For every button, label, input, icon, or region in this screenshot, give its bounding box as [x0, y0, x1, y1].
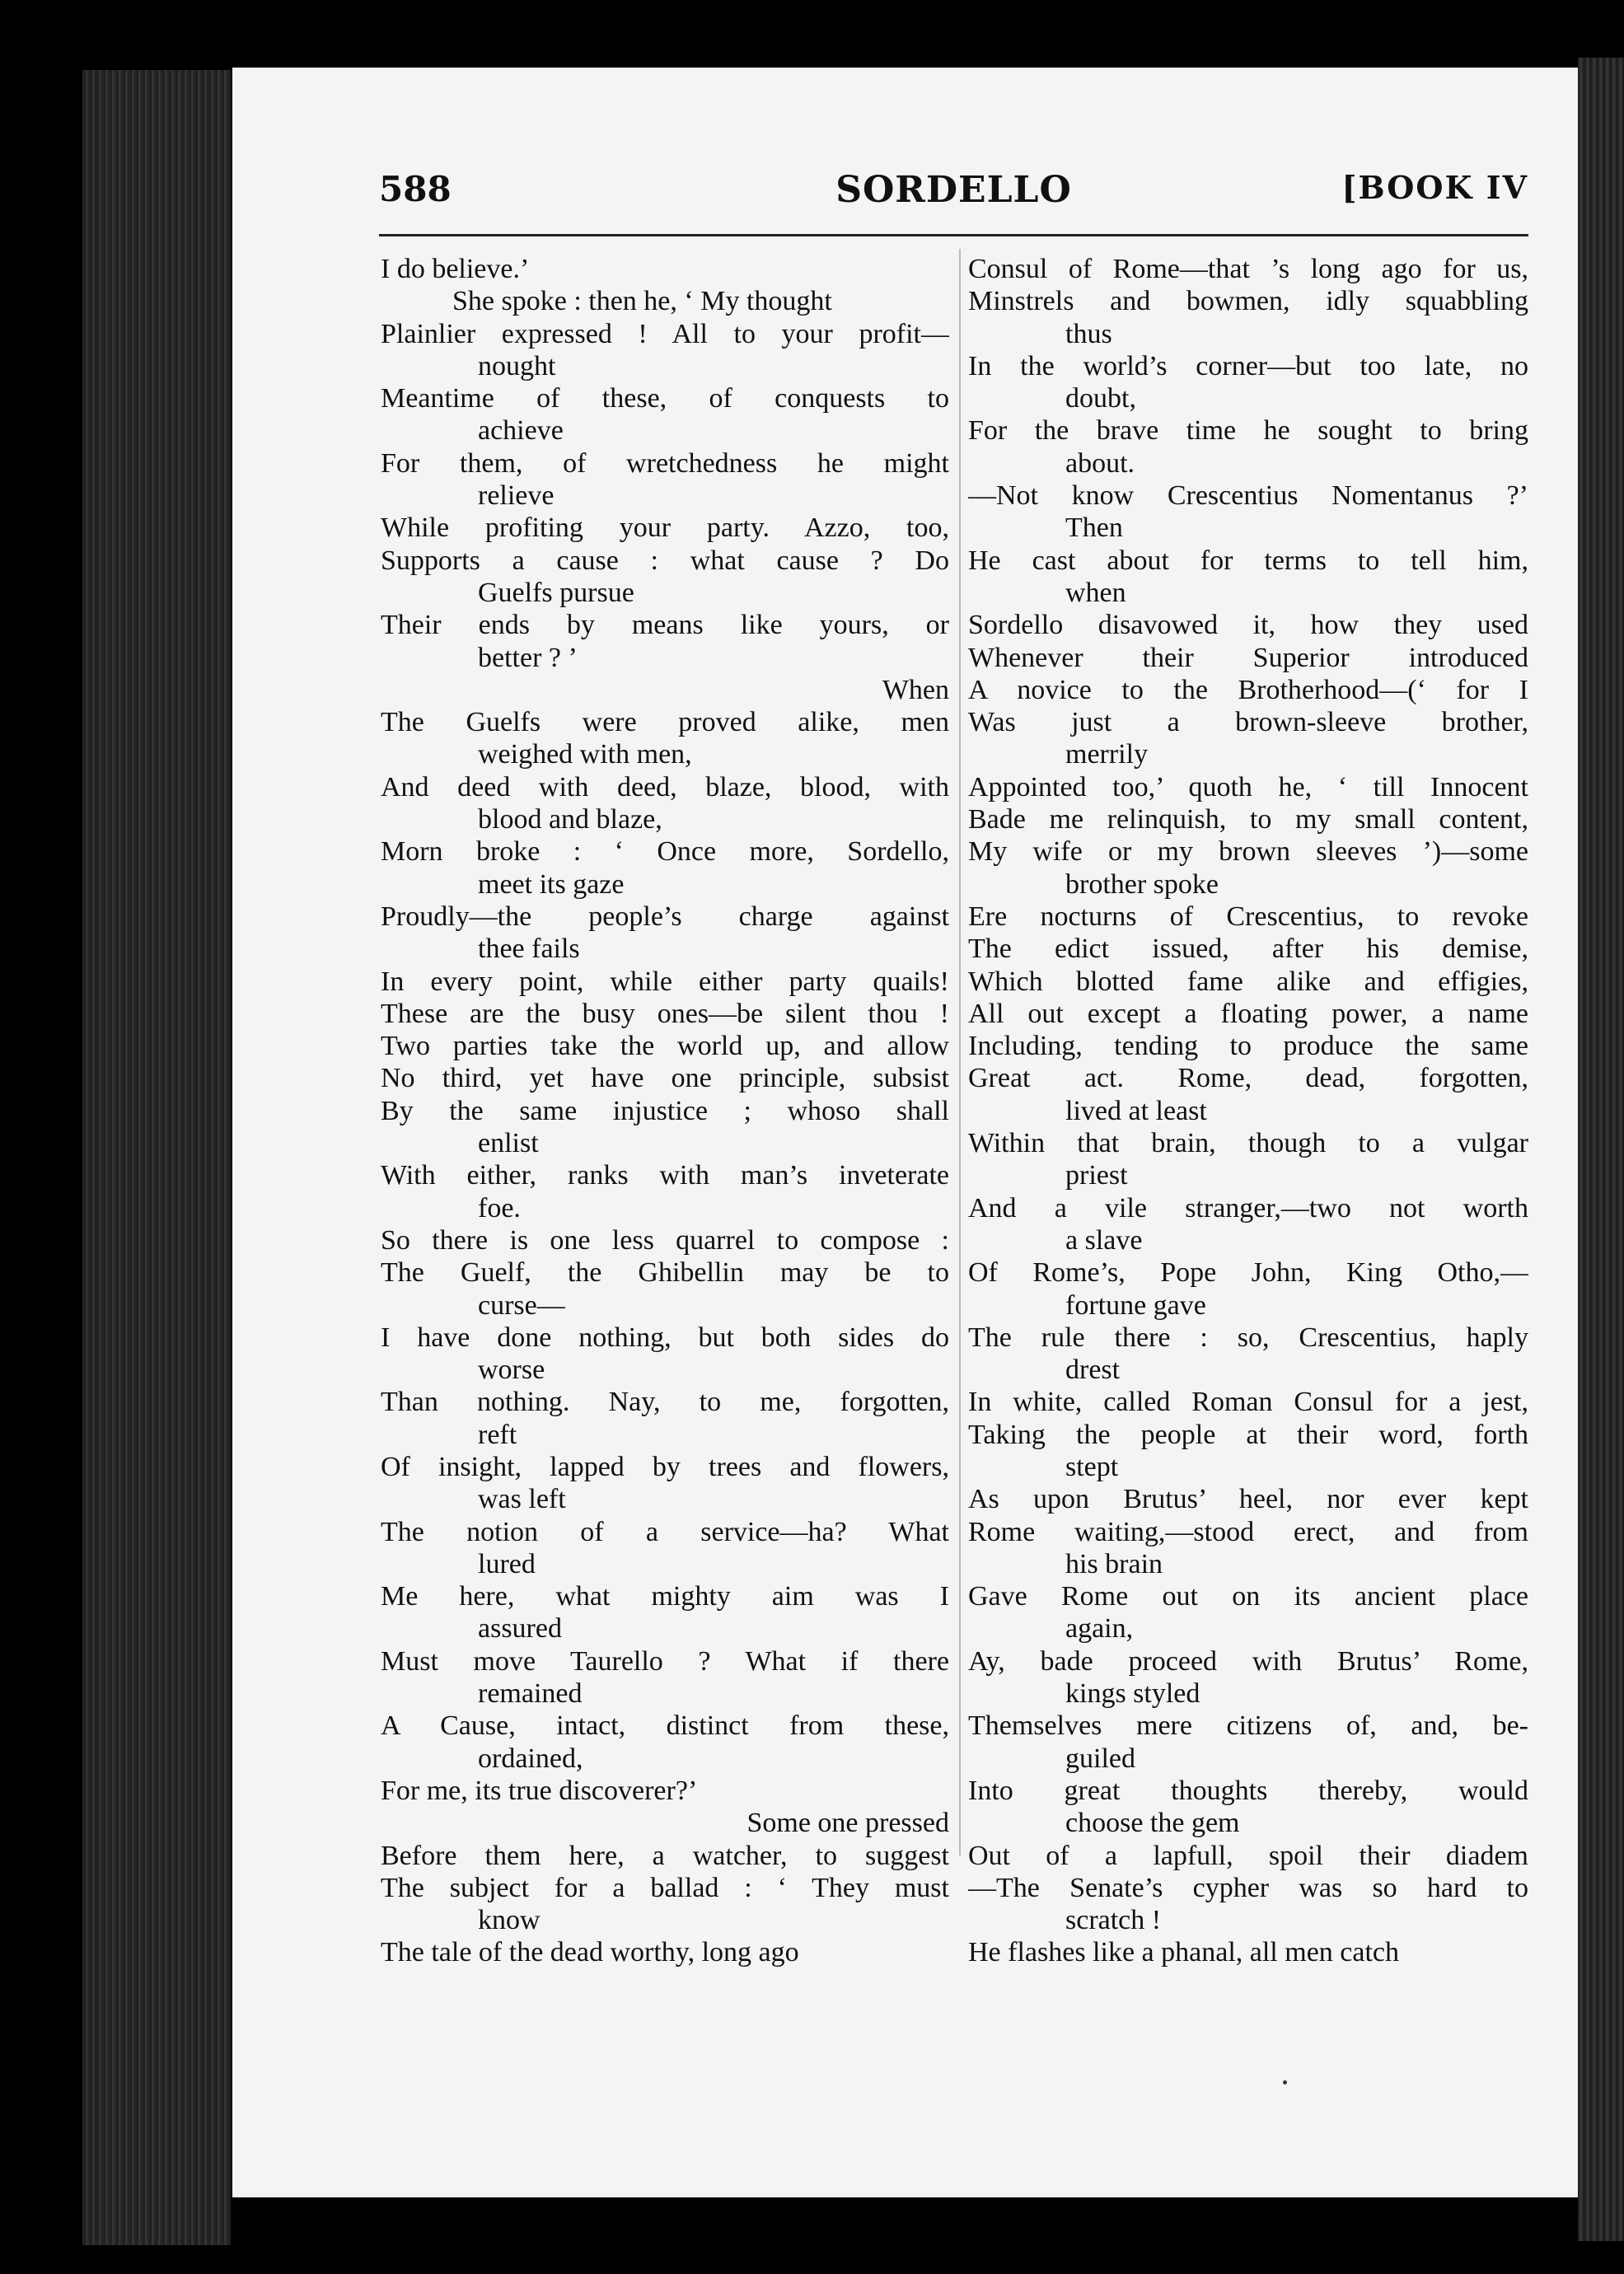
- verse-line: For them, of wretchedness he might: [381, 447, 949, 479]
- verse-line: No third, yet have one principle, subsist: [381, 1063, 949, 1094]
- ink-speck: [1283, 2080, 1287, 2084]
- verse-line: And a vile stranger,—two not worth: [968, 1192, 1528, 1224]
- verse-line: The tale of the dead worthy, long ago: [381, 1937, 799, 1968]
- verse-line: Sordello disavowed it, how they used: [968, 610, 1528, 641]
- verse-line: Out of a lapfull, spoil their diadem: [968, 1840, 1528, 1871]
- verse-line: The Guelf, the Ghibellin may be to: [381, 1257, 949, 1289]
- verse-line: —Not know Crescentius Nomentanus ?’: [968, 480, 1528, 512]
- verse-line: Appointed too,’ quoth he, ‘ till Innocent: [968, 771, 1528, 802]
- verse-line: The notion of a service—ha? What: [381, 1516, 949, 1547]
- verse-line: Including, tending to produce the same: [968, 1031, 1528, 1062]
- verse-line: Then: [1065, 512, 1123, 544]
- verse-line: He flashes like a phanal, all men catch: [968, 1937, 1399, 1968]
- verse-line: Whenever their Superior introduced: [968, 642, 1528, 673]
- verse-line: stept: [1065, 1451, 1119, 1482]
- verse-line: ordained,: [478, 1743, 583, 1774]
- book-spine: [82, 70, 231, 2245]
- verse-line: The Guelfs were proved alike, men: [381, 707, 949, 738]
- verse-line: Guelfs pursue: [478, 577, 634, 608]
- verse-line: Themselves mere citizens of, and, be-: [968, 1710, 1528, 1742]
- verse-line: weighed with men,: [478, 739, 692, 770]
- verse-line: She spoke : then he, ‘ My thought: [452, 286, 832, 317]
- verse-line: Consul of Rome—that ’s long ago for us,: [968, 254, 1528, 284]
- verse-line: In white, called Roman Consul for a jest,: [968, 1387, 1528, 1418]
- verse-line: The subject for a ballad : ‘ They must: [381, 1872, 949, 1903]
- verse-line: So there is one less quarrel to compose :: [381, 1224, 949, 1256]
- verse-line: A Cause, intact, distinct from these,: [381, 1710, 949, 1742]
- verse-line: Into great thoughts thereby, would: [968, 1775, 1528, 1806]
- verse-line: thee fails: [478, 933, 580, 965]
- verse-line: Within that brain, though to a vulgar: [968, 1128, 1528, 1159]
- verse-line: when: [1065, 577, 1126, 608]
- verse-line: a slave: [1065, 1224, 1143, 1256]
- verse-line: Great act. Rome, dead, forgotten,: [968, 1063, 1528, 1094]
- verse-line: He cast about for terms to tell him,: [968, 545, 1528, 576]
- verse-line: Plainlier expressed ! All to your profit—: [381, 318, 949, 349]
- verse-line: blood and blaze,: [478, 804, 662, 835]
- verse-line: Bade me relinquish, to my small content,: [968, 804, 1528, 835]
- verse-line: kings styled: [1065, 1678, 1200, 1710]
- verse-line: My wife or my brown sleeves ’)—some: [968, 836, 1528, 868]
- verse-line: Gave Rome out on its ancient place: [968, 1581, 1528, 1612]
- verse-line: Must move Taurello ? What if there: [381, 1645, 949, 1677]
- verse-line: enlist: [478, 1128, 539, 1159]
- verse-line: brother spoke: [1065, 868, 1219, 900]
- verse-line: Taking the people at their word, forth: [968, 1419, 1528, 1450]
- right-text-column: [968, 253, 1528, 1969]
- left-text-column: [381, 253, 949, 1969]
- page-edges: [1578, 58, 1624, 2241]
- verse-line: Was just a brown-sleeve brother,: [968, 707, 1528, 738]
- verse-line: And deed with deed, blaze, blood, with: [381, 771, 949, 802]
- verse-line: Their ends by means like yours, or: [381, 610, 949, 641]
- verse-line: curse—: [478, 1289, 565, 1321]
- verse-line: foe.: [478, 1192, 521, 1224]
- verse-line: merrily: [1065, 739, 1149, 770]
- verse-line: know: [478, 1905, 541, 1936]
- book-section-label: [BOOK IV: [1341, 169, 1528, 206]
- running-title: SORDELLO: [835, 169, 1072, 211]
- verse-line: The edict issued, after his demise,: [968, 933, 1528, 965]
- column-divider: [959, 249, 961, 1855]
- verse-line: assured: [478, 1613, 562, 1645]
- running-header: [379, 169, 1528, 218]
- verse-line: I have done nothing, but both sides do: [381, 1322, 949, 1353]
- book-page: [232, 68, 1578, 2197]
- verse-line: Which blotted fame alike and effigies,: [968, 966, 1528, 997]
- verse-line: These are the busy ones—be silent thou !: [381, 998, 949, 1029]
- verse-line: worse: [478, 1355, 545, 1386]
- verse-line: Morn broke : ‘ Once more, Sordello,: [381, 836, 949, 868]
- verse-line: For the brave time he sought to bring: [968, 415, 1528, 447]
- verse-line: —The Senate’s cypher was so hard to: [968, 1872, 1528, 1903]
- verse-line: reft: [478, 1419, 517, 1450]
- verse-line: fortune gave: [1065, 1289, 1206, 1321]
- header-rule: [379, 234, 1528, 236]
- verse-line: A novice to the Brotherhood—(‘ for I: [968, 674, 1528, 705]
- verse-line: drest: [1065, 1355, 1121, 1386]
- verse-line: Some one pressed: [746, 1808, 949, 1839]
- verse-line: better ? ’: [478, 642, 578, 673]
- verse-line: Two parties take the world up, and allow: [381, 1031, 949, 1062]
- verse-line: When: [882, 674, 949, 705]
- verse-line: By the same injustice ; whoso shall: [381, 1095, 949, 1126]
- verse-line: Of Rome’s, Pope John, King Otho,—: [968, 1257, 1528, 1289]
- verse-line: thus: [1065, 318, 1112, 349]
- verse-line: was left: [478, 1484, 566, 1515]
- verse-line: lived at least: [1065, 1095, 1207, 1126]
- verse-line: his brain: [1065, 1548, 1163, 1579]
- verse-line: I do believe.’: [381, 254, 530, 284]
- verse-line: For me, its true discoverer?’: [381, 1775, 698, 1806]
- verse-line: guiled: [1065, 1743, 1135, 1774]
- verse-line: Supports a cause : what cause ? Do: [381, 545, 949, 576]
- verse-line: In the world’s corner—but too late, no: [968, 350, 1528, 381]
- verse-line: Rome waiting,—stood erect, and from: [968, 1516, 1528, 1547]
- verse-line: Proudly—the people’s charge against: [381, 901, 949, 932]
- verse-line: The rule there : so, Crescentius, haply: [968, 1322, 1528, 1353]
- verse-line: In every point, while either party quails!: [381, 966, 949, 997]
- verse-line: relieve: [478, 480, 555, 512]
- verse-line: Meantime of these, of conquests to: [381, 383, 949, 414]
- verse-line: doubt,: [1065, 383, 1136, 414]
- verse-line: With either, ranks with man’s inveterate: [381, 1160, 949, 1191]
- verse-line: Than nothing. Nay, to me, forgotten,: [381, 1387, 949, 1418]
- verse-line: scratch !: [1065, 1905, 1162, 1936]
- verse-line: While profiting your party. Azzo, too,: [381, 512, 949, 544]
- verse-line: lured: [478, 1548, 536, 1579]
- verse-line: choose the gem: [1065, 1808, 1240, 1839]
- verse-line: again,: [1065, 1613, 1134, 1645]
- verse-line: about.: [1065, 447, 1135, 479]
- verse-line: remained: [478, 1678, 583, 1710]
- verse-line: Minstrels and bowmen, idly squabbling: [968, 286, 1528, 317]
- page-number: 588: [379, 169, 452, 209]
- verse-line: Ay, bade proceed with Brutus’ Rome,: [968, 1645, 1528, 1677]
- verse-line: meet its gaze: [478, 868, 625, 900]
- verse-line: achieve: [478, 415, 564, 447]
- verse-line: Before them here, a watcher, to suggest: [381, 1840, 949, 1871]
- verse-line: All out except a floating power, a name: [968, 998, 1528, 1029]
- verse-line: Of insight, lapped by trees and flowers,: [381, 1451, 949, 1482]
- verse-line: As upon Brutus’ heel, nor ever kept: [968, 1484, 1528, 1515]
- verse-line: Ere nocturns of Crescentius, to revoke: [968, 901, 1528, 932]
- verse-line: priest: [1065, 1160, 1128, 1191]
- verse-line: nought: [478, 350, 556, 381]
- verse-line: Me here, what mighty aim was I: [381, 1581, 949, 1612]
